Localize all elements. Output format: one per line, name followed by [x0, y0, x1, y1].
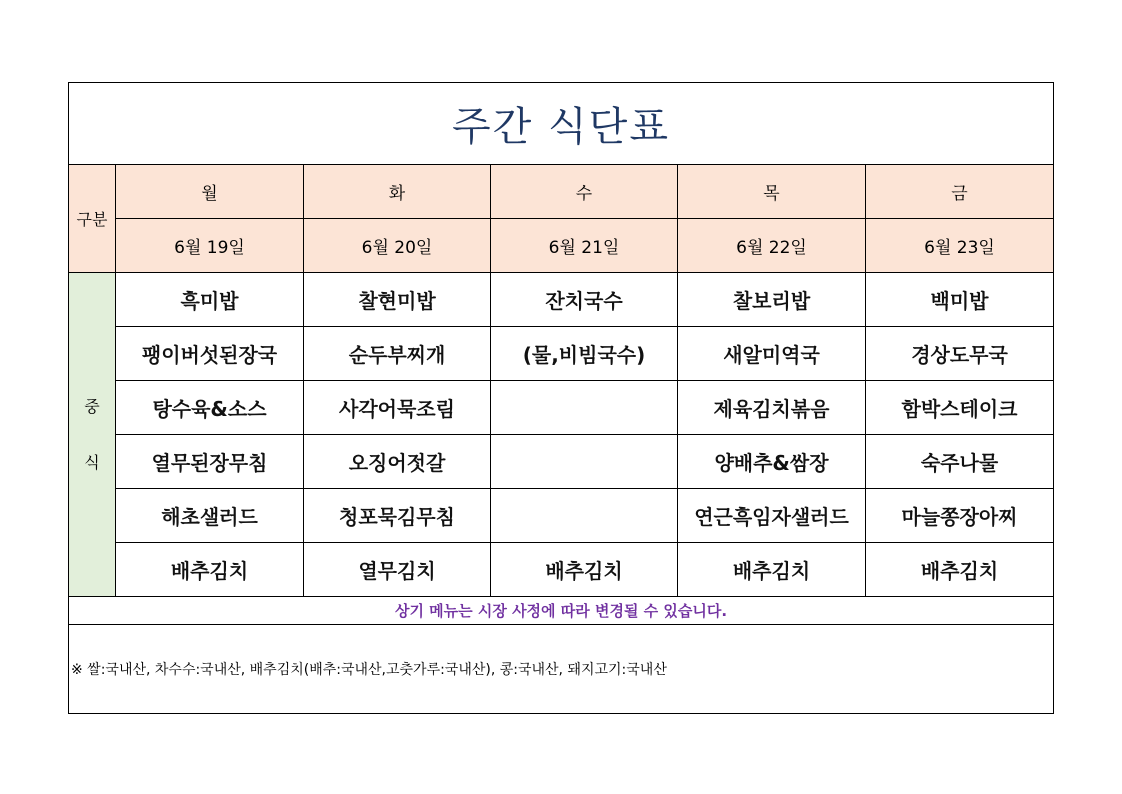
weekly-menu-table	[68, 82, 1054, 714]
menu-cell	[491, 435, 678, 489]
menu-cell: 흑미밥	[116, 273, 304, 327]
page-title: 주간 식단표	[69, 83, 1054, 165]
menu-cell: 열무된장무침	[116, 435, 304, 489]
date-header-fri: 6월 23일	[866, 219, 1054, 273]
menu-cell: 잔치국수	[491, 273, 678, 327]
table-row	[69, 327, 1054, 381]
lunch-label-char: 중	[84, 396, 100, 416]
day-header-mon: 월	[116, 165, 304, 219]
table-row	[69, 435, 1054, 489]
table-row	[69, 489, 1054, 543]
menu-cell: 사각어묵조림	[304, 381, 491, 435]
menu-cell: 찰현미밥	[304, 273, 491, 327]
date-header-wed: 6월 21일	[491, 219, 678, 273]
menu-cell: (물,비빔국수)	[491, 327, 678, 381]
table-row	[69, 381, 1054, 435]
menu-cell: 마늘쫑장아찌	[866, 489, 1054, 543]
menu-cell: 배추김치	[866, 543, 1054, 597]
menu-cell: 백미밥	[866, 273, 1054, 327]
menu-cell: 팽이버섯된장국	[116, 327, 304, 381]
day-header-fri: 금	[866, 165, 1054, 219]
category-label: 구분	[69, 165, 116, 273]
date-header-tue: 6월 20일	[304, 219, 491, 273]
table-row	[69, 543, 1054, 597]
menu-cell: 찰보리밥	[678, 273, 866, 327]
menu-cell: 해초샐러드	[116, 489, 304, 543]
menu-cell: 경상도무국	[866, 327, 1054, 381]
menu-cell: 숙주나물	[866, 435, 1054, 489]
lunch-label-char: 식	[84, 452, 100, 472]
menu-cell: 배추김치	[491, 543, 678, 597]
menu-cell: 제육김치볶음	[678, 381, 866, 435]
menu-cell	[491, 381, 678, 435]
menu-cell: 새알미역국	[678, 327, 866, 381]
date-header-mon: 6월 19일	[116, 219, 304, 273]
origin-info: ※ 쌀:국내산, 차수수:국내산, 배추김치(배추:국내산,고춧가루:국내산), 콩:국내산, 돼지고기:국내산	[69, 625, 1054, 714]
menu-cell: 양배추&쌈장	[678, 435, 866, 489]
day-header-tue: 화	[304, 165, 491, 219]
table-row	[69, 273, 1054, 327]
lunch-label	[69, 273, 116, 597]
menu-cell: 탕수육&소스	[116, 381, 304, 435]
day-header-thu: 목	[678, 165, 866, 219]
menu-cell: 오징어젓갈	[304, 435, 491, 489]
menu-cell: 열무김치	[304, 543, 491, 597]
menu-cell: 배추김치	[678, 543, 866, 597]
menu-cell: 순두부찌개	[304, 327, 491, 381]
menu-cell: 연근흑임자샐러드	[678, 489, 866, 543]
menu-cell: 함박스테이크	[866, 381, 1054, 435]
menu-cell	[491, 489, 678, 543]
date-header-thu: 6월 22일	[678, 219, 866, 273]
menu-cell: 청포묵김무침	[304, 489, 491, 543]
menu-change-notice: 상기 메뉴는 시장 사정에 따라 변경될 수 있습니다.	[69, 597, 1054, 625]
day-header-wed: 수	[491, 165, 678, 219]
menu-cell: 배추김치	[116, 543, 304, 597]
